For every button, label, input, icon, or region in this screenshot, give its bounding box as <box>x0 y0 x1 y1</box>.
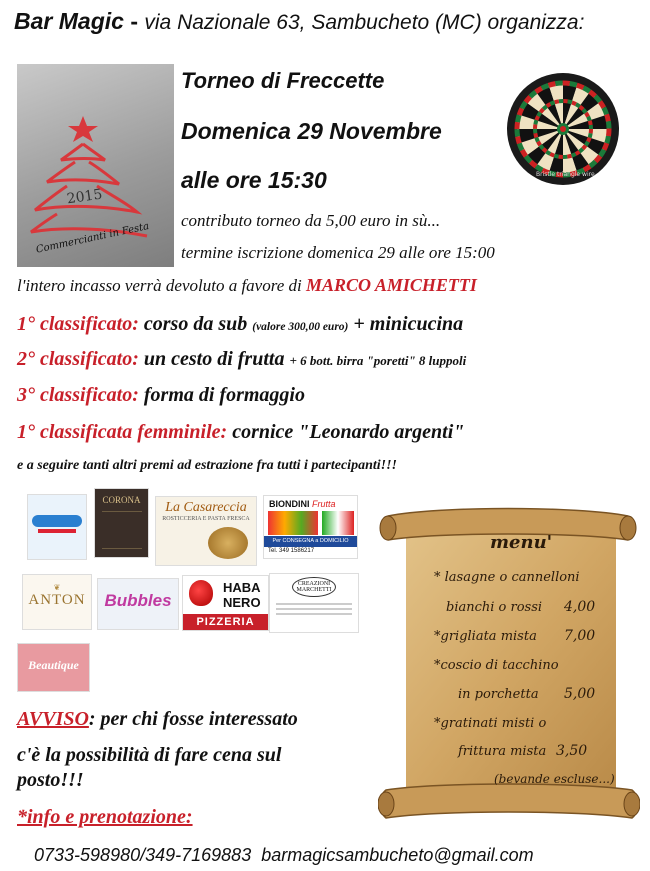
christmas-tree-image <box>17 64 174 267</box>
beneficiary-line <box>17 275 477 296</box>
contacts-line <box>34 845 534 866</box>
sponsor-biondini-delivery: Per CONSEGNA a DOMICILIO <box>264 536 357 547</box>
menu-price: 3,50 <box>556 743 588 759</box>
prize-rank: 3° classificato: <box>17 384 139 406</box>
event-deadline: termine iscrizione domenica 29 alle ore 15:00 <box>181 243 495 262</box>
menu-line: in porchetta <box>458 687 539 702</box>
sponsor-logo-biondini <box>263 495 358 559</box>
avviso-text-2: c'è la possibilità di fare cena sul <box>17 744 282 766</box>
raffle-note: e a seguire tanti altri premi ad estrazione fra tutti i partecipanti!!! <box>17 458 397 473</box>
sponsor-biondini-name: BIONDINI <box>269 499 310 509</box>
event-date: Domenica 29 Novembre <box>181 118 442 144</box>
menu-line: * lasagne o cannelloni <box>434 570 580 585</box>
sponsor-logo-beautique <box>17 643 90 692</box>
sponsor-logo-casareccia <box>155 496 257 566</box>
sponsor-logo-corona <box>94 488 149 558</box>
event-title: Torneo di Freccette <box>181 68 385 93</box>
christmas-tree-icon <box>17 64 174 267</box>
dartboard-brand: Bristle triangle wire <box>536 171 595 178</box>
dartboard-image <box>506 71 621 188</box>
header <box>14 8 584 35</box>
sponsor-bubbles-name: Bubbles <box>104 591 172 610</box>
sponsor-logo-bubbles <box>97 578 179 630</box>
venue-address: via Nazionale 63, Sambucheto (MC) organizza: <box>144 11 585 34</box>
sponsor-haba-3: PIZZERIA <box>183 614 268 630</box>
avviso-text-3: posto!!! <box>17 769 84 791</box>
menu-line: *gratinati misti o <box>434 716 547 731</box>
menu-price: 7,00 <box>564 628 596 644</box>
menu-line: frittura mista <box>458 744 547 759</box>
menu-line: *coscio di tacchino <box>434 658 559 673</box>
prize-1 <box>17 313 463 336</box>
avviso-line <box>17 708 298 731</box>
contact-email[interactable]: barmagicsambucheto@gmail.com <box>261 845 534 865</box>
prize-text: forma di formaggio <box>138 384 305 406</box>
prize-rank: 1° classificato: <box>17 313 139 335</box>
sponsor-casareccia-sub: ROSTICCERIA E PASTA FRESCA <box>162 516 250 522</box>
event-fee: contributo torneo da 5,00 euro in sù... <box>181 211 441 230</box>
avviso-label: AVVISO <box>17 708 89 730</box>
prize-rank: 1° classificata femminile: <box>17 421 228 443</box>
sponsor-logo-anton: ❦ ANTON <box>22 574 92 630</box>
menu-line: bianchi o rossi <box>446 600 543 615</box>
prize-4 <box>17 421 464 444</box>
menu-line: *grigliata mista <box>434 629 537 644</box>
prize-note: + 6 bott. birra "poretti" 8 luppoli <box>289 353 467 368</box>
prize-3 <box>17 384 305 407</box>
prize-note: (valore 300,00 euro) <box>252 321 349 333</box>
sponsor-corona-name: CORONA <box>102 495 141 505</box>
header-separator: - <box>123 8 145 34</box>
prize-text: cornice "Leonardo argenti" <box>227 421 465 443</box>
dartboard-icon <box>506 71 621 188</box>
prize-text: corso da sub <box>138 313 253 335</box>
prize-2 <box>17 348 466 371</box>
sponsor-beautique-name: Beautique <box>28 658 79 672</box>
menu-title: menu' <box>490 532 553 553</box>
sponsor-haba-1: HABA <box>223 580 261 595</box>
xmas-year: 2015 <box>65 186 104 208</box>
menu-line: (bevande escluse...) <box>494 772 615 786</box>
event-time: alle ore 15:30 <box>181 167 327 193</box>
sponsor-logo-travel <box>27 494 87 560</box>
sponsor-logo-habanero <box>182 575 269 631</box>
contact-phones: 0733-598980/349-7169883 <box>34 845 252 865</box>
sponsor-creazioni-name: MARCHETTI <box>296 587 332 593</box>
menu-price: 5,00 <box>564 686 596 702</box>
prize-extra: + minicucina <box>348 313 464 335</box>
beneficiary-name: MARCO AMICHETTI <box>305 275 477 295</box>
venue-name: Bar Magic <box>14 8 124 34</box>
menu-price: 4,00 <box>564 599 596 615</box>
sponsor-casareccia-name: La Casareccia <box>165 500 247 515</box>
info-label: *info e prenotazione: <box>17 806 193 828</box>
sponsor-anton-name: ANTON <box>28 592 86 608</box>
sponsor-creazioni-label: CREAZIONI <box>297 581 331 587</box>
sponsor-biondini-sub: Frutta <box>312 499 336 509</box>
prize-rank: 2° classificato: <box>17 348 139 370</box>
sponsor-logo-creazioni <box>269 573 359 633</box>
menu-scroll <box>378 506 640 825</box>
xmas-caption: Commercianti in Festa <box>35 220 151 256</box>
beneficiary-prefix: l'intero incasso verrà devoluto a favore di <box>17 276 306 295</box>
sponsor-haba-2: NERO <box>223 595 261 610</box>
prize-text: un cesto di frutta <box>138 348 290 370</box>
sponsor-biondini-phone: Tel. 349 1586217 <box>268 548 315 554</box>
avviso-text-1: : per chi fosse interessato <box>88 708 298 730</box>
